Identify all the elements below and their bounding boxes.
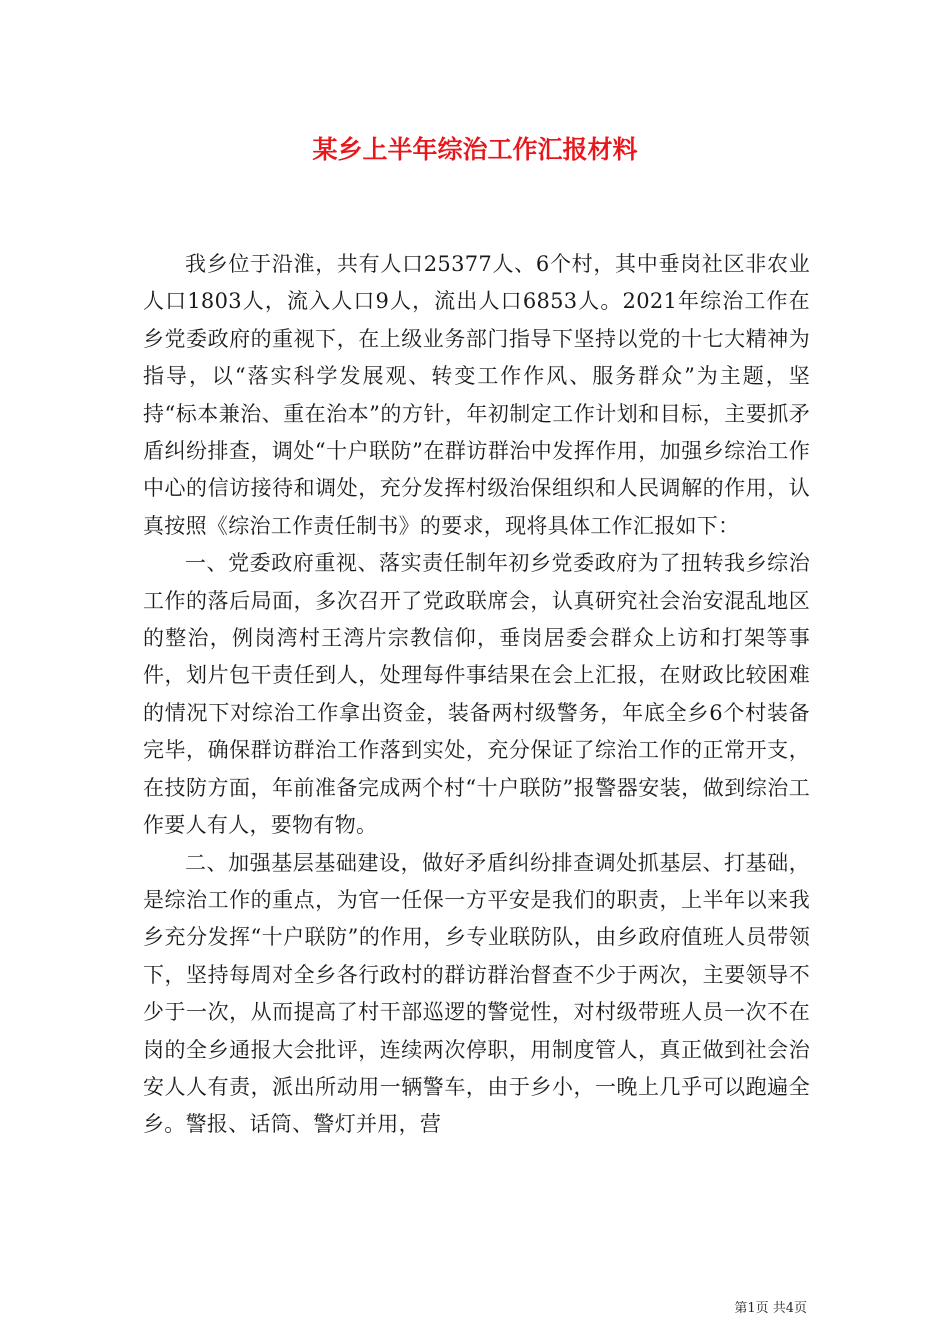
document-body: [143, 246, 810, 1144]
page-number-indicator: 第1页 共4页: [734, 1301, 807, 1316]
document-title: 某乡上半年综治工作汇报材料: [312, 135, 638, 164]
paragraph-intro: 我乡位于沿淮，共有人口25377人、6个村，其中垂岗社区非农业人口1803人，流入人口9人，流出人口6853人。2021年综治工作在乡党委政府的重视下，在上级业务部门指导下坚持以党的十七大精神为指导，以“落实科学发展观、转变工作作风、服务群众”为主题，坚持“标本兼治、重在治本”的方针，年初制定工作计划和目标，主要抓矛盾纠纷排查，调处“十户联防”在群访群治中发挥作用，加强乡综治工作中心的信访接待和调处，充分发挥村级治保组织和人民调解的作用，认真按照《综治工作责任制书》的要求，现将具体工作汇报如下：: [143, 252, 810, 538]
paragraph-section-1: 一、党委政府重视、落实责任制年初乡党委政府为了扭转我乡综治工作的落后局面，多次召开了党政联席会，认真研究社会治安混乱地区的整治，例岗湾村王湾片宗教信仰，垂岗居委会群众上访和打架等事件，划片包干责任到人，处理每件事结果在会上汇报，在财政比较困难的情况下对综治工作拿出资金，装备两村级警务，年底全乡6个村装备完毕，确保群访群治工作落到实处，充分保证了综治工作的正常开支，在技防方面，年前准备完成两个村“十户联防”报警器安装，做到综治工作要人有人，要物有物。: [143, 551, 810, 838]
paragraph-section-2: 二、加强基层基础建设，做好矛盾纠纷排查调处抓基层、打基础，是综治工作的重点，为官一任保一方平安是我们的职责，上半年以来我乡充分发挥“十户联防”的作用，乡专业联防队，由乡政府值班人员带领下，坚持每周对全乡各行政村的群访群治督查不少于两次，主要领导不少于一次，从而提高了村干部巡逻的警觉性，对村级带班人员一次不在岗的全乡通报大会批评，连续两次停职，用制度管人，真正做到社会治安人人有责，派出所动用一辆警车，由于乡小，一晚上几乎可以跑遍全乡。警报、话筒、警灯并用，营: [143, 850, 810, 1137]
